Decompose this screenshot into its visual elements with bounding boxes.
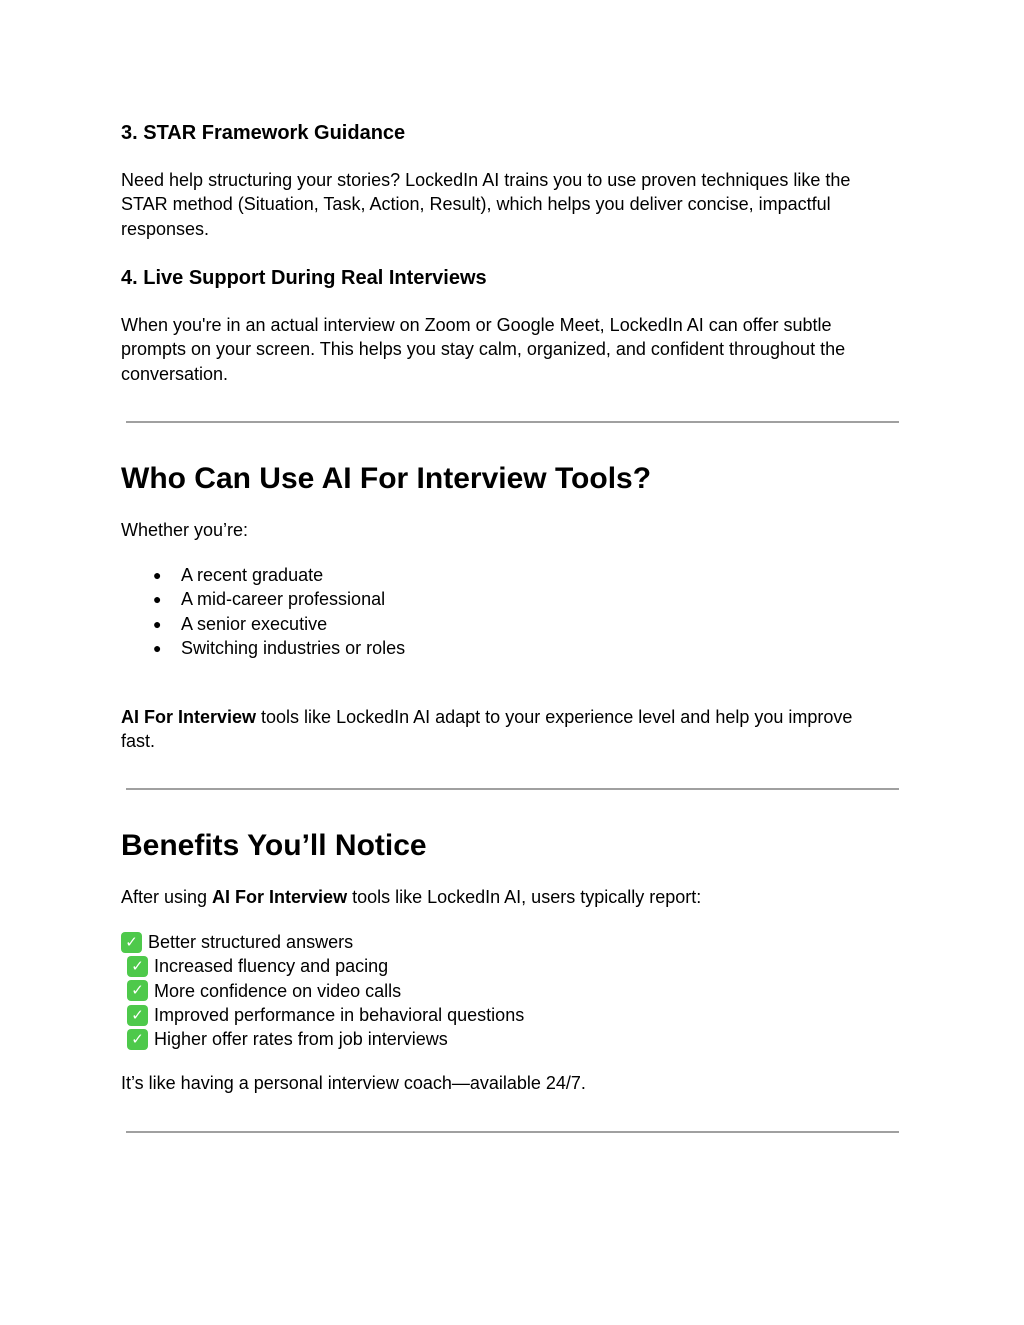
bold-term: AI For Interview <box>121 707 257 727</box>
horizontal-divider <box>126 788 899 790</box>
bold-term: AI For Interview <box>212 887 348 907</box>
list-item: ● A senior executive <box>121 612 891 636</box>
paragraph-star: Need help structuring your stories? LockedIn AI trains you to use proven techniques like the STAR method (Situation, Task, Action, Result), which helps you deliver concise, impactful responses. <box>121 170 851 239</box>
bullet-icon: ● <box>153 639 162 656</box>
heading-benefits: Benefits You’ll Notice <box>121 829 427 862</box>
checklist-item: ✓ Increased fluency and pacing <box>127 954 524 978</box>
check-mark-button-icon: ✓ <box>127 980 148 1001</box>
checklist-item: ✓ Improved performance in behavioral questions <box>127 1003 524 1027</box>
bullet-icon: ● <box>153 591 162 608</box>
bullet-icon: ● <box>153 615 162 632</box>
bullet-list <box>121 563 891 660</box>
bullet-icon: ● <box>153 567 162 583</box>
list-item: ● A recent graduate <box>121 563 891 587</box>
section-heading-star: 3. STAR Framework Guidance <box>121 122 406 144</box>
checklist-item: ✓ Higher offer rates from job interviews <box>127 1027 524 1051</box>
checklist-item: ✓ More confidence on video calls <box>127 979 524 1003</box>
section-heading-live-support: 4. Live Support During Real Interviews <box>121 267 487 289</box>
horizontal-divider <box>126 1131 899 1133</box>
paragraph-live-support: When you're in an actual interview on Zoom or Google Meet, LockedIn AI can offer subtle prompts on your screen. This helps you stay calm, organized, and confident throughout the conversation. <box>121 315 846 384</box>
check-mark-button-icon: ✓ <box>127 956 148 977</box>
list-item: ● A mid-career professional <box>121 587 891 611</box>
paragraph-coach: It’s like having a personal interview coach—available 24/7. <box>121 1073 586 1093</box>
list-item: ● Switching industries or roles <box>121 636 891 660</box>
horizontal-divider <box>126 421 899 423</box>
paragraph-after-using: After using AI For Interview tools like LockedIn AI, users typically report: <box>121 887 702 907</box>
paragraph-whether: Whether you’re: <box>121 520 249 540</box>
heading-who-can-use: Who Can Use AI For Interview Tools? <box>121 462 652 495</box>
benefits-checklist <box>121 930 524 1051</box>
check-mark-button-icon: ✓ <box>127 1005 148 1026</box>
paragraph-adapt: AI For Interview tools like LockedIn AI adapt to your experience level and help you improve fast. <box>121 707 853 752</box>
check-mark-button-icon: ✓ <box>121 932 142 953</box>
check-mark-button-icon: ✓ <box>127 1029 148 1050</box>
checklist-item: ✓ Better structured answers <box>121 930 524 954</box>
